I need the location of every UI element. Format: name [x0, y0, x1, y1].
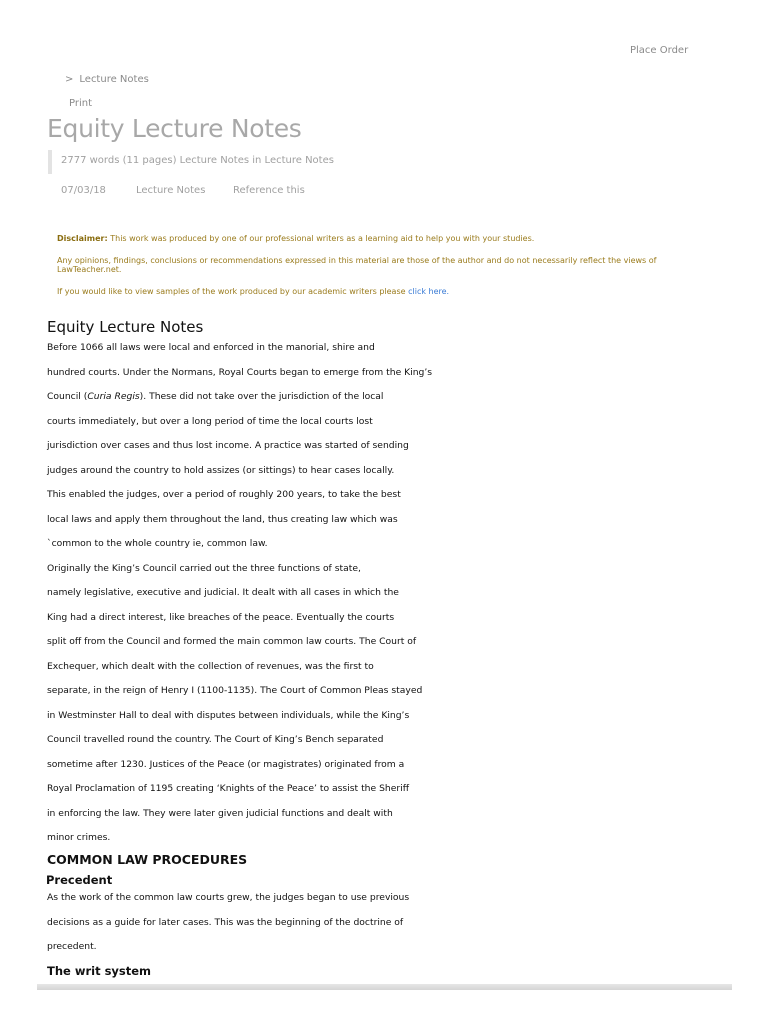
- disclaimer-line-3: [57, 287, 697, 297]
- disclaimer-box: [57, 234, 697, 308]
- body-line: Originally the King’s Council carried out the three functions of state,: [47, 562, 361, 574]
- subsection-heading-writ-system: The writ system: [47, 964, 152, 978]
- breadcrumb-separator: >: [65, 74, 74, 85]
- page-bottom-edge: [37, 984, 732, 990]
- body-line: split off from the Council and formed the main common law courts. The Court of: [47, 636, 417, 647]
- breadcrumb: [65, 74, 149, 85]
- print-link[interactable]: Print: [69, 98, 93, 109]
- page-title: Equity Lecture Notes: [47, 114, 302, 143]
- body-line: hundred courts. Under the Normans, Royal Courts began to emerge from the King’s: [47, 366, 433, 378]
- precedent-body: [47, 891, 447, 965]
- body-line: This enabled the judges, over a period of roughly 200 years, to take the best: [47, 489, 401, 500]
- disclaimer-line-1: [57, 234, 697, 244]
- body-line: jurisdiction over cases and thus lost income. A practice was started of sending: [47, 440, 409, 451]
- disclaimer-line-2: Any opinions, findings, conclusions or recommendations expressed in this material are those of the author and do not necessarily reflect the views of LawTeacher.net.: [57, 255, 657, 274]
- body-line: sometime after 1230. Justices of the Peace (or magistrates) originated from a: [47, 758, 405, 770]
- body-line: in enforcing the law. They were later given judicial functions and dealt with: [47, 807, 393, 819]
- reference-this-link[interactable]: Reference this: [233, 185, 305, 196]
- subsection-heading-precedent: Precedent: [46, 873, 113, 887]
- body-line: King had a direct interest, like breaches of the peace. Eventually the courts: [47, 611, 395, 623]
- body-line: minor crimes.: [47, 832, 111, 843]
- body-line: Before 1066 all laws were local and enforced in the manorial, shire and: [47, 342, 375, 353]
- article-category-link[interactable]: Lecture Notes: [136, 185, 206, 196]
- place-order-link[interactable]: Place Order: [630, 45, 689, 56]
- content-heading: Equity Lecture Notes: [47, 318, 204, 336]
- body-line: precedent.: [47, 941, 97, 952]
- body-line: decisions as a guide for later cases. This was the beginning of the doctrine of: [47, 916, 404, 928]
- disclaimer-text-1: This work was produced by one of our professional writers as a learning aid to help you with your studies.: [110, 234, 535, 243]
- article-meta: 2777 words (11 pages) Lecture Notes in Lecture Notes: [61, 155, 334, 166]
- body-line: `common to the whole country ie, common law.: [47, 538, 268, 549]
- breadcrumb-item-lecture-notes[interactable]: Lecture Notes: [79, 74, 149, 85]
- body-line: namely legislative, executive and judicial. It dealt with all cases in which the: [47, 587, 399, 598]
- body-line: local laws and apply them throughout the land, thus creating law which was: [47, 513, 398, 525]
- section-heading-common-law: COMMON LAW PROCEDURES: [47, 852, 248, 867]
- body-line: judges around the country to hold assizes (or sittings) to hear cases locally.: [47, 464, 395, 476]
- body-line: courts immediately, but over a long period of time the local courts lost: [47, 415, 373, 427]
- content-body: [47, 341, 447, 856]
- disclaimer-label: Disclaimer:: [57, 234, 108, 243]
- body-line: separate, in the reign of Henry I (1100-1135). The Court of Common Pleas stayed: [47, 685, 423, 696]
- body-line: As the work of the common law courts grew, the judges began to use previous: [47, 892, 410, 903]
- disclaimer-text-3: If you would like to view samples of the work produced by our academic writers please: [57, 286, 406, 296]
- body-line: Council (Curia Regis). These did not take over the jurisdiction of the local: [47, 391, 384, 402]
- body-line: Exchequer, which dealt with the collection of revenues, was the first to: [47, 660, 374, 672]
- body-line: in Westminster Hall to deal with disputes between individuals, while the King’s: [47, 709, 410, 721]
- article-info-row: [61, 185, 305, 196]
- body-line: Council travelled round the country. The Court of King’s Bench separated: [47, 734, 384, 745]
- meta-accent-bar: [48, 150, 52, 174]
- click-here-link[interactable]: click here.: [408, 286, 450, 296]
- article-date: 07/03/18: [61, 185, 106, 196]
- document-page: [37, 0, 732, 988]
- body-line: Royal Proclamation of 1195 creating ‘Knights of the Peace’ to assist the Sheriff: [47, 783, 410, 794]
